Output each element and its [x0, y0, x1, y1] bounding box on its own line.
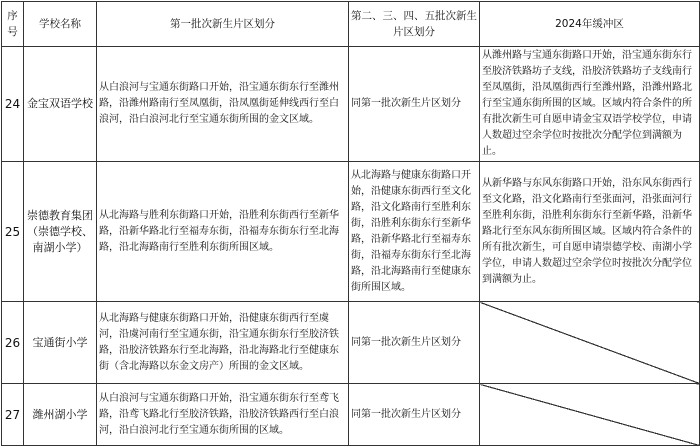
enrollment-zone-table: [1, 1, 700, 446]
row-batch1: 从北海路与健康东街路口开始，沿健康东街西行至虞河，沿虞河南行至宝通东街，沿宝通东街东行至胶济铁路，沿胶济铁路东行至北海路，沿北海路北行至健康东街（含北海路以东金文房产）所围的金文区域。: [97, 302, 349, 384]
header-no: 序号: [2, 2, 24, 47]
row-school: 潍州湖小学: [24, 384, 97, 446]
row-batch1: 从白浪河与宝通东街路口开始，沿宝通东街东行至鸢飞路，沿鸢飞路北行至胶济铁路，沿胶济铁路西行至白浪河，沿白浪河北行至宝通东街所围的区域。: [97, 384, 349, 446]
row-buffer-empty: [480, 302, 700, 384]
row-batch2to5: 同第一批次新生片区划分: [349, 302, 480, 384]
row-school: 金宝双语学校: [24, 47, 97, 162]
header-buffer: 2024年缓冲区: [480, 2, 700, 47]
header-school: 学校名称: [24, 2, 97, 47]
row-batch1: 从白浪河与宝通东街路口开始，沿宝通东街东行至潍州路，沿潍州路南行至凤凰街，沿凤凰街延伸线西行至白浪河，沿白浪河北行至宝通东街所围的金文区域。: [97, 47, 349, 162]
row-batch2to5: 从北海路与健康东街路口开始，沿健康东街西行至文化路，沿文化路南行至胜利东街，沿胜利东街东行至新华路，沿新华路北行至福寿东街，沿福寿东街东行至北海路，沿北海路南行至健康东街所围区域。: [349, 162, 480, 302]
table-row: [2, 384, 700, 446]
row-batch2to5: 同第一批次新生片区划分: [349, 47, 480, 162]
row-no: 24: [2, 47, 24, 162]
header-batch1: 第一批次新生片区划分: [97, 2, 349, 47]
header-batch2to5: 第二、三、四、五批次新生片区划分: [349, 2, 480, 47]
row-no: 25: [2, 162, 24, 302]
row-batch2to5: 同第一批次新生片区划分: [349, 384, 480, 446]
table-header-row: [2, 2, 700, 47]
row-school: 崇德教育集团（崇德学校、南湖小学）: [24, 162, 97, 302]
table-row: [2, 162, 700, 302]
row-school: 宝通街小学: [24, 302, 97, 384]
row-batch1: 从北海路与胜利东街路口开始，沿胜利东街西行至新华路，沿新华路北行至福寿东街，沿福寿东街东行至北海路，沿北海路南行至胜利东街所围区域。: [97, 162, 349, 302]
table-row: [2, 47, 700, 162]
row-no: 27: [2, 384, 24, 446]
row-buffer-empty: [480, 384, 700, 446]
row-buffer: 从潍州路与宝通东街路口开始，沿宝通东街东行至胶济铁路坊子支线，沿胶济铁路坊子支线南行至凤凰街，沿凤凰街西行至潍州路，沿潍州路北行至宝通东街所围的区域。区域内符合条件的所有批次新生可自愿申请金宝双语学校学位，申请人数超过空余学位时按批次分配学位到满额为止。: [480, 47, 700, 162]
table-row: [2, 302, 700, 384]
row-buffer: 从新华路与东风东街路口开始，沿东风东街西行至文化路，沿文化路南行至张面河，沿张面河行至胜利东街，沿胜利东街东行至新华路，沿新华路北行至东风东街所围区域。区域内符合条件的所有批次新生，可自愿申请崇德学校、南湖小学学位，申请人数超过空余学位时按批次分配学位到满额为止。: [480, 162, 700, 302]
row-no: 26: [2, 302, 24, 384]
